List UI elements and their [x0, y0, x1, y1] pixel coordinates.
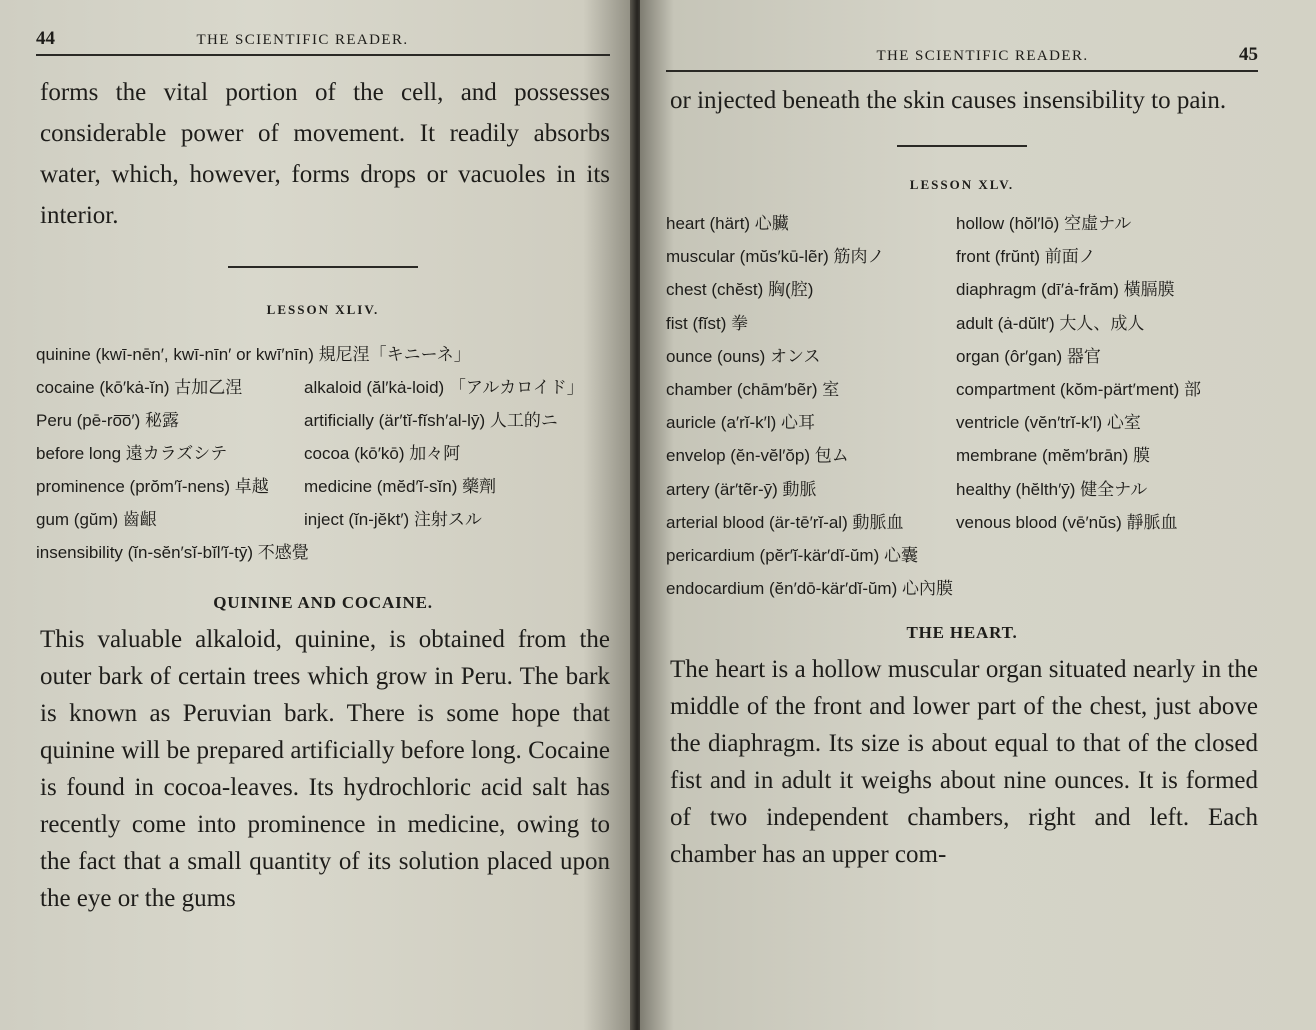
left-section-rule [228, 266, 418, 268]
vocab-item: alkaloid (ăl′kȧ-loid) 「アルカロイド」 [304, 378, 584, 397]
right-running-title: THE SCIENTIFIC READER. [876, 48, 1089, 64]
left-section-text: This valuable alkaloid, quinine, is obtained from the outer bark of certain trees which grow in Peru. The bark is known as Peruvian bark. There is some hope that quinine will be prepared artificially before long. Cocaine is found in cocoa-leaves. Its hydrochloric acid salt has recently come into prominence in medicine, owing to the fact that a small quantity of its solution placed upon the eye or the gums [40, 626, 610, 912]
vocab-item: inject (ĭn-jĕkt′) 注射スル [304, 510, 482, 529]
vocab-item: before long 遠カラズシテ [36, 444, 228, 463]
left-running-head [36, 28, 610, 56]
vocab-item: artery (är′tẽr-ȳ) 動脈 [666, 479, 817, 499]
left-vocab-list [36, 371, 610, 536]
vocab-item: hollow (hŏl′lō) 空虛ナル [956, 214, 1132, 233]
right-continuation-text: or injected beneath the skin causes insensibility to pain. [670, 87, 1227, 114]
vocab-item: diaphragm (dī′ȧ-frăm) 橫膈膜 [956, 280, 1175, 300]
right-page-number: 45 [1238, 44, 1258, 65]
vocab-item: cocoa (kō′kō) 加々阿 [304, 444, 461, 463]
vocab-item: arterial blood (är-tē′rĭ-al) 動脈血 [666, 512, 904, 532]
vocab-item: muscular (mŭs′kū-lẽr) 筋肉ノ [666, 247, 885, 267]
vocab-item: cocaine (kō′kȧ-ĭn) 古加乙涅 [36, 378, 243, 397]
vocab-item: healthy (hĕlth′ȳ) 健全ナル [956, 479, 1148, 499]
vocab-item: pericardium (pĕr′ĭ-kär′dĭ-ŭm) 心囊 [666, 546, 918, 566]
vocab-item: gum (gŭm) 齒齦 [36, 510, 157, 529]
vocab-item: quinine (kwī-nēn′, kwī-nīn′ or kwī′nīn) 規尼涅「キニーネ」 [36, 345, 471, 364]
vocab-item: chest (chĕst) 胸(腔) [666, 280, 814, 300]
vocab-item: auricle (a′rĭ-k′l) 心耳 [666, 413, 815, 433]
right-vocab-extra [666, 539, 1258, 605]
vocab-item: Peru (pē-ro͞o′) 秘露 [36, 411, 180, 430]
right-page [640, 0, 1316, 1030]
vocab-item: ounce (ouns) オンス [666, 346, 821, 366]
left-continuation-text: forms the vital portion of the cell, and possesses considerable power of movement. It readily absorbs water, which, however, forms drops or vacuoles in its interior. [40, 79, 610, 229]
right-section-title: THE HEART. [906, 623, 1018, 643]
vocab-item: front (frŭnt) 前面ノ [956, 247, 1096, 267]
vocab-item: organ (ôr′gan) 器官 [956, 346, 1101, 366]
vocab-item: insensibility (ĭn-sĕn′sĭ-bĭl′ĭ-tȳ) 不感覺 [36, 543, 309, 562]
vocab-item: chamber (chām′bẽr) 室 [666, 380, 840, 400]
vocab-item: endocardium (ĕn′dō-kär′dĭ-ŭm) 心內膜 [666, 579, 953, 599]
left-section-title: QUININE AND COCAINE. [213, 593, 433, 612]
right-lesson-title: LESSON XLV. [909, 177, 1015, 192]
vocab-item: prominence (prŏm′ĭ-nens) 卓越 [36, 477, 269, 496]
vocab-item: compartment (kŏm-pärt′ment) 部 [956, 380, 1202, 400]
vocab-item: venous blood (vē′nŭs) 靜脈血 [956, 512, 1178, 532]
right-section-rule [897, 145, 1027, 147]
vocab-item: heart (härt) 心臟 [666, 214, 789, 233]
vocab-item: ventricle (vĕn′trĭ-k′l) 心室 [956, 413, 1141, 433]
left-page-number: 44 [36, 28, 55, 49]
right-running-head [666, 44, 1258, 72]
vocab-item: adult (ȧ-dŭlt′) 大人、成人 [956, 313, 1145, 333]
left-lesson-title: LESSON XLIV. [266, 302, 380, 317]
left-running-title: THE SCIENTIFIC READER. [196, 32, 409, 48]
vocab-item: medicine (mĕd′ĭ-sĭn) 藥劑 [304, 477, 497, 496]
right-section-text: The heart is a hollow muscular organ situated nearly in the middle of the front and lower part of the chest, just above the diaphragm. Its size is about equal to that of the closed fist and in adult it weighs about nine ounces. It is formed of two independent chambers, right and left. Each chamber has an upper com- [670, 656, 1258, 869]
left-page [0, 0, 634, 1030]
vocab-item: membrane (mĕm′brān) 膜 [956, 446, 1151, 466]
vocab-item: envelop (ĕn-vĕl′ŏp) 包ム [666, 446, 849, 466]
right-vocab-list [666, 207, 1258, 539]
vocab-item: fist (fĭst) 拳 [666, 313, 749, 333]
vocab-item: artificially (är′tĭ-fĭsh′al-lȳ) 人工的ニ [304, 411, 558, 430]
